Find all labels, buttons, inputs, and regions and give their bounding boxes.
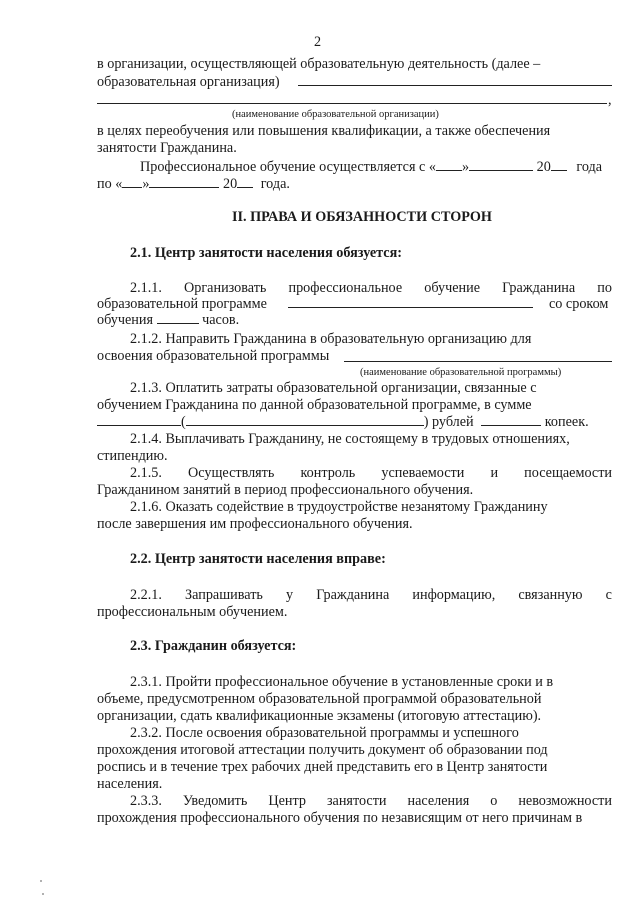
scan-speck (40, 880, 42, 882)
p215-line-2: Гражданином занятий в период профессионального обучения. (97, 482, 474, 498)
word: Гражданина (502, 280, 576, 296)
p214-line-2: стипендию. (97, 448, 168, 464)
sum-open-paren: ( (181, 414, 186, 430)
hours-label: обучения (97, 312, 154, 328)
heading-2-1: 2.1. Центр занятости населения обязуется: (130, 245, 402, 261)
intro-line-2: образовательная организация) (97, 74, 280, 90)
year-blank-2 (237, 176, 253, 188)
word: Центр (268, 793, 306, 809)
period-to-prefix: по « (97, 176, 123, 192)
intro-line-5: занятости Гражданина. (97, 140, 237, 156)
period-quote-2: » (142, 176, 150, 192)
intro-line-4: в целях переобучения или повышения квалификации, а также обеспечения (97, 123, 551, 139)
day-blank (436, 159, 462, 171)
p232-line-3: роспись и в течение трех рабочих дней представить его в Центр занятости (97, 759, 548, 775)
term-label: со сроком (548, 296, 609, 312)
sum-words-blank (186, 414, 424, 426)
section-title: II. ПРАВА И ОБЯЗАННОСТИ СТОРОН (232, 209, 492, 225)
p233-line-2: прохождения профессионального обучения по независящим от него причинам в (97, 810, 583, 826)
heading-2-3: 2.3. Гражданин обязуется: (130, 638, 297, 654)
day-blank-2 (122, 176, 142, 188)
p221-line-2: профессиональным обучением. (97, 604, 288, 620)
p211-line-2 (97, 296, 612, 312)
sum-kopeks: копеек. (544, 414, 589, 430)
p213-line-1: 2.1.3. Оплатить затраты образовательной организации, связанные с (130, 380, 537, 396)
word: 2.3.3. (130, 793, 162, 809)
word: Осуществлять (188, 465, 275, 481)
sum-rubles: ) рублей (423, 414, 474, 430)
word: профессиональное (288, 280, 403, 296)
word: посещаемости (524, 465, 612, 481)
year-prefix: 20 (536, 159, 551, 175)
word: успеваемости (381, 465, 465, 481)
p212-line-1: 2.1.2. Направить Гражданина в образовательную организацию для (130, 331, 532, 347)
intro-line-3-comma: , (608, 92, 612, 108)
month-blank-2 (149, 176, 219, 188)
word: по (597, 280, 612, 296)
word: связанную (518, 587, 583, 603)
word: 2.2.1. (130, 587, 162, 603)
program-name-blank (344, 361, 612, 362)
org-name-blank-1 (298, 85, 612, 86)
org-name-caption: (наименование образовательной организации) (232, 109, 439, 120)
hours-unit: часов. (202, 312, 240, 328)
p221-line-1 (130, 587, 612, 603)
heading-2-2: 2.2. Центр занятости населения вправе: (130, 551, 386, 567)
word: о (490, 793, 498, 809)
p213-line-3 (97, 414, 589, 430)
page-number: 2 (314, 34, 322, 50)
training-period-line-1 (140, 159, 612, 175)
period-from-prefix: Профессиональное обучение осуществляется с « (140, 159, 436, 175)
sum-digits-blank (97, 414, 181, 426)
year-word-2: года. (260, 176, 290, 192)
hours-blank (157, 312, 199, 324)
year-word: года (576, 159, 603, 175)
word: населения (407, 793, 470, 809)
p231-line-2: объеме, предусмотренном образовательной программой образовательной (97, 691, 542, 707)
training-period-line-2 (97, 176, 290, 192)
p211-line-1 (130, 280, 612, 296)
p211-line-3 (97, 312, 239, 328)
p216-line-2: после завершения им профессионального обучения. (97, 516, 413, 532)
period-quote: » (461, 159, 470, 175)
month-blank (469, 159, 533, 171)
intro-line-1: в организации, осуществляющей образовательную деятельность (далее – (97, 56, 541, 72)
org-name-blank-2 (97, 103, 607, 104)
word: Уведомить (182, 793, 248, 809)
word: Гражданина (316, 587, 390, 603)
word: Организовать (184, 280, 267, 296)
year-prefix-2: 20 (222, 176, 238, 192)
p215-line-1 (130, 465, 612, 481)
word: у (285, 587, 294, 603)
p214-line-1: 2.1.4. Выплачивать Гражданину, не состоящему в трудовых отношениях, (130, 431, 570, 447)
word: 2.1.1. (130, 280, 162, 296)
p232-line-1: 2.3.2. После освоения образовательной программы и успешного (130, 725, 519, 741)
word: 2.1.5. (130, 465, 162, 481)
p216-line-1: 2.1.6. Оказать содействие в трудоустройстве незанятому Гражданину (130, 499, 548, 515)
word: обучение (424, 280, 480, 296)
p232-line-2: прохождения итоговой аттестации получить документ об образовании под (97, 742, 548, 758)
word: контроль (300, 465, 356, 481)
p231-line-3: организации, сдать квалификационные экзамены (итоговую аттестацию). (97, 708, 542, 724)
word: и (490, 465, 499, 481)
word: невозможности (518, 793, 612, 809)
year-blank (551, 159, 567, 171)
p231-line-1: 2.3.1. Пройти профессиональное обучение в установленные сроки и в (130, 674, 554, 690)
word: с (605, 587, 612, 603)
scan-speck (42, 893, 44, 895)
p232-line-4: населения. (97, 776, 163, 792)
p212-line-2: освоения образовательной программы (97, 348, 330, 364)
kopeks-blank (481, 414, 541, 426)
p233-line-1 (130, 793, 612, 809)
program-blank (288, 296, 533, 308)
word: информацию, (412, 587, 496, 603)
p213-line-2: обучением Гражданина по данной образовательной программе, в сумме (97, 397, 532, 413)
program-name-caption: (наименование образовательной программы) (360, 367, 562, 378)
word: Запрашивать (185, 587, 263, 603)
program-label: образовательной программе (97, 296, 267, 312)
word: занятости (326, 793, 387, 809)
